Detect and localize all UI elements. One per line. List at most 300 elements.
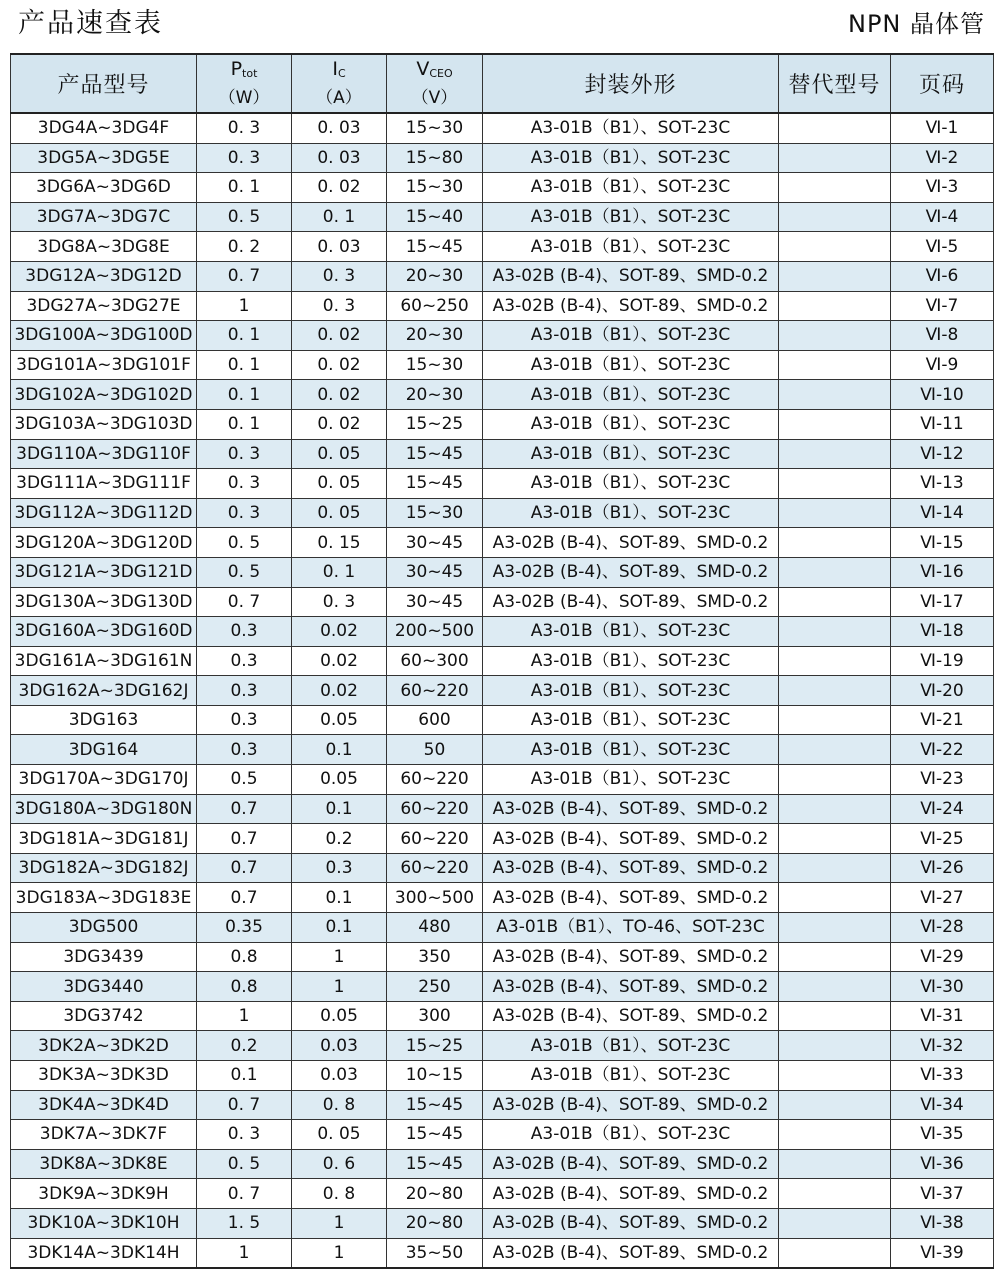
page-cell: Ⅵ-28 [891, 913, 994, 943]
header-row [11, 54, 994, 113]
vceo-cell: 15~45 [387, 439, 483, 469]
model-cell: 3DK8A~3DK8E [11, 1149, 197, 1179]
table-body [11, 113, 994, 1268]
page-cell: Ⅵ-34 [891, 1090, 994, 1120]
replacement-cell [779, 321, 891, 351]
ic-cell: 0. 02 [292, 350, 387, 380]
col-package: 封装外形 [483, 54, 779, 113]
ic-cell: 0. 02 [292, 380, 387, 410]
package-cell: A3-02B (B-4)、SOT-89、SMD-0.2 [483, 883, 779, 913]
ic-cell: 0. 8 [292, 1179, 387, 1209]
ic-cell: 0.02 [292, 617, 387, 647]
ic-unit: （A） [316, 88, 362, 108]
vceo-cell: 15~30 [387, 173, 483, 203]
page-cell: Ⅵ-37 [891, 1179, 994, 1209]
ic-cell: 0.03 [292, 1061, 387, 1091]
page-cell: Ⅵ-23 [891, 765, 994, 795]
package-cell: A3-02B (B-4)、SOT-89、SMD-0.2 [483, 1090, 779, 1120]
replacement-cell [779, 261, 891, 291]
model-cell: 3DK3A~3DK3D [11, 1061, 197, 1091]
vceo-cell: 15~45 [387, 1120, 483, 1150]
page-cell: Ⅵ-4 [891, 202, 994, 232]
ptot-cell: 0.3 [197, 646, 292, 676]
replacement-cell [779, 439, 891, 469]
model-cell: 3DG12A~3DG12D [11, 261, 197, 291]
ptot-cell: 0. 3 [197, 498, 292, 528]
ic-cell: 0. 3 [292, 261, 387, 291]
package-cell: A3-01B（B1）、SOT-23C [483, 439, 779, 469]
vceo-cell: 300 [387, 1001, 483, 1031]
vceo-cell: 30~45 [387, 587, 483, 617]
ptot-cell: 1. 5 [197, 1208, 292, 1238]
replacement-cell [779, 794, 891, 824]
table-row [11, 557, 994, 587]
page-cell: Ⅵ-6 [891, 261, 994, 291]
ptot-symbol: P [230, 58, 243, 80]
replacement-cell [779, 942, 891, 972]
vceo-subscript: CEO [429, 67, 453, 80]
ic-cell: 0. 15 [292, 528, 387, 558]
replacement-cell [779, 173, 891, 203]
model-cell: 3DG8A~3DG8E [11, 232, 197, 262]
replacement-cell [779, 765, 891, 795]
ic-cell: 0. 05 [292, 469, 387, 499]
model-cell: 3DG101A~3DG101F [11, 350, 197, 380]
vceo-unit: （V） [411, 88, 458, 108]
table-row [11, 261, 994, 291]
replacement-cell [779, 202, 891, 232]
replacement-cell [779, 1179, 891, 1209]
table-row [11, 439, 994, 469]
vceo-cell: 300~500 [387, 883, 483, 913]
table-row [11, 202, 994, 232]
replacement-cell [779, 1061, 891, 1091]
vceo-cell: 15~45 [387, 1149, 483, 1179]
ptot-cell: 1 [197, 1001, 292, 1031]
page-cell: Ⅵ-29 [891, 942, 994, 972]
model-cell: 3DG500 [11, 913, 197, 943]
replacement-cell [779, 972, 891, 1002]
table-row [11, 321, 994, 351]
model-cell: 3DG164 [11, 735, 197, 765]
ic-cell: 1 [292, 1238, 387, 1268]
model-cell: 3DG130A~3DG130D [11, 587, 197, 617]
ic-cell: 0.2 [292, 824, 387, 854]
replacement-cell [779, 913, 891, 943]
page-cell: Ⅵ-13 [891, 469, 994, 499]
page-title: 产品速查表 [18, 8, 163, 39]
vceo-cell: 15~45 [387, 1090, 483, 1120]
ptot-cell: 0. 3 [197, 469, 292, 499]
package-cell: A3-01B（B1）、SOT-23C [483, 617, 779, 647]
replacement-cell [779, 469, 891, 499]
col-ptot [197, 54, 292, 113]
ptot-cell: 0. 5 [197, 1149, 292, 1179]
package-cell: A3-01B（B1）、SOT-23C [483, 1061, 779, 1091]
table-row [11, 528, 994, 558]
col-page: 页码 [891, 54, 994, 113]
ptot-cell: 0. 2 [197, 232, 292, 262]
replacement-cell [779, 1001, 891, 1031]
package-cell: A3-01B（B1）、SOT-23C [483, 765, 779, 795]
ic-cell: 1 [292, 942, 387, 972]
ic-cell: 0. 1 [292, 202, 387, 232]
model-cell: 3DG181A~3DG181J [11, 824, 197, 854]
package-cell: A3-02B (B-4)、SOT-89、SMD-0.2 [483, 824, 779, 854]
vceo-cell: 15~30 [387, 498, 483, 528]
ic-cell: 1 [292, 972, 387, 1002]
page-cell: Ⅵ-21 [891, 705, 994, 735]
package-cell: A3-01B（B1）、SOT-23C [483, 1031, 779, 1061]
package-cell: A3-02B (B-4)、SOT-89、SMD-0.2 [483, 587, 779, 617]
ptot-cell: 0.7 [197, 824, 292, 854]
vceo-cell: 250 [387, 972, 483, 1002]
ic-cell: 0.1 [292, 735, 387, 765]
package-cell: A3-02B (B-4)、SOT-89、SMD-0.2 [483, 291, 779, 321]
replacement-cell [779, 113, 891, 143]
package-cell: A3-01B（B1）、SOT-23C [483, 469, 779, 499]
vceo-cell: 20~30 [387, 380, 483, 410]
table-row [11, 291, 994, 321]
ic-cell: 0. 3 [292, 587, 387, 617]
replacement-cell [779, 587, 891, 617]
ptot-cell: 0. 1 [197, 409, 292, 439]
vceo-cell: 30~45 [387, 557, 483, 587]
replacement-cell [779, 498, 891, 528]
ptot-cell: 0. 5 [197, 528, 292, 558]
page-cell: Ⅵ-5 [891, 232, 994, 262]
table-row [11, 1120, 994, 1150]
ptot-cell: 0. 3 [197, 143, 292, 173]
page-cell: Ⅵ-3 [891, 173, 994, 203]
package-cell: A3-01B（B1）、SOT-23C [483, 143, 779, 173]
ptot-cell: 0.3 [197, 676, 292, 706]
package-cell: A3-01B（B1）、SOT-23C [483, 646, 779, 676]
package-cell: A3-01B（B1）、SOT-23C [483, 380, 779, 410]
package-cell: A3-02B (B-4)、SOT-89、SMD-0.2 [483, 1238, 779, 1268]
vceo-cell: 15~40 [387, 202, 483, 232]
model-cell: 3DG112A~3DG112D [11, 498, 197, 528]
replacement-cell [779, 735, 891, 765]
vceo-cell: 60~300 [387, 646, 483, 676]
ic-cell: 0. 05 [292, 498, 387, 528]
page-cell: Ⅵ-18 [891, 617, 994, 647]
replacement-cell [779, 409, 891, 439]
ic-cell: 0.3 [292, 853, 387, 883]
table-row [11, 232, 994, 262]
model-cell: 3DG3742 [11, 1001, 197, 1031]
ic-cell: 0. 05 [292, 439, 387, 469]
ic-cell: 0. 8 [292, 1090, 387, 1120]
page-cell: Ⅵ-36 [891, 1149, 994, 1179]
col-ic [292, 54, 387, 113]
ptot-cell: 1 [197, 291, 292, 321]
table-row [11, 972, 994, 1002]
table-row [11, 646, 994, 676]
table-row [11, 1061, 994, 1091]
ic-cell: 0. 03 [292, 232, 387, 262]
replacement-cell [779, 824, 891, 854]
package-cell: A3-01B（B1）、SOT-23C [483, 1120, 779, 1150]
ptot-cell: 0. 1 [197, 380, 292, 410]
page-cell: Ⅵ-35 [891, 1120, 994, 1150]
model-cell: 3DK14A~3DK14H [11, 1238, 197, 1268]
package-cell: A3-01B（B1）、SOT-23C [483, 676, 779, 706]
package-cell: A3-01B（B1）、SOT-23C [483, 113, 779, 143]
vceo-cell: 15~45 [387, 232, 483, 262]
package-cell: A3-01B（B1）、SOT-23C [483, 498, 779, 528]
model-cell: 3DG3439 [11, 942, 197, 972]
table-row [11, 587, 994, 617]
ptot-unit: （W） [218, 88, 270, 108]
ic-cell: 1 [292, 1208, 387, 1238]
package-cell: A3-02B (B-4)、SOT-89、SMD-0.2 [483, 1208, 779, 1238]
table-row [11, 735, 994, 765]
table-row [11, 143, 994, 173]
col-replacement: 替代型号 [779, 54, 891, 113]
model-cell: 3DG6A~3DG6D [11, 173, 197, 203]
table-row [11, 1031, 994, 1061]
ic-cell: 0. 1 [292, 557, 387, 587]
vceo-cell: 15~25 [387, 409, 483, 439]
vceo-cell: 50 [387, 735, 483, 765]
vceo-cell: 15~30 [387, 113, 483, 143]
table-row [11, 173, 994, 203]
model-cell: 3DG180A~3DG180N [11, 794, 197, 824]
package-cell: A3-01B（B1）、SOT-23C [483, 202, 779, 232]
page-cell: Ⅵ-33 [891, 1061, 994, 1091]
vceo-cell: 10~15 [387, 1061, 483, 1091]
table-row [11, 883, 994, 913]
table-row [11, 942, 994, 972]
vceo-cell: 350 [387, 942, 483, 972]
model-cell: 3DG160A~3DG160D [11, 617, 197, 647]
ic-cell: 0. 6 [292, 1149, 387, 1179]
ic-cell: 0.1 [292, 913, 387, 943]
vceo-cell: 200~500 [387, 617, 483, 647]
vceo-cell: 20~30 [387, 321, 483, 351]
ptot-cell: 0.2 [197, 1031, 292, 1061]
table-row [11, 469, 994, 499]
ptot-subscript: tot [242, 67, 258, 80]
ic-cell: 0.02 [292, 676, 387, 706]
table-row [11, 765, 994, 795]
page-cell: Ⅵ-12 [891, 439, 994, 469]
ptot-cell: 0. 3 [197, 1120, 292, 1150]
page-cell: Ⅵ-10 [891, 380, 994, 410]
product-table [10, 53, 994, 1269]
package-cell: A3-02B (B-4)、SOT-89、SMD-0.2 [483, 972, 779, 1002]
ic-cell: 0.05 [292, 1001, 387, 1031]
model-cell: 3DG111A~3DG111F [11, 469, 197, 499]
table-row [11, 409, 994, 439]
page-cell: Ⅵ-7 [891, 291, 994, 321]
table-row [11, 794, 994, 824]
model-cell: 3DG110A~3DG110F [11, 439, 197, 469]
vceo-cell: 60~220 [387, 676, 483, 706]
table-row [11, 498, 994, 528]
vceo-cell: 15~25 [387, 1031, 483, 1061]
page-cell: Ⅵ-27 [891, 883, 994, 913]
model-cell: 3DG170A~3DG170J [11, 765, 197, 795]
replacement-cell [779, 291, 891, 321]
page-cell: Ⅵ-15 [891, 528, 994, 558]
vceo-cell: 15~30 [387, 350, 483, 380]
model-cell: 3DG5A~3DG5E [11, 143, 197, 173]
package-cell: A3-02B (B-4)、SOT-89、SMD-0.2 [483, 557, 779, 587]
ic-symbol: I [332, 58, 338, 80]
replacement-cell [779, 676, 891, 706]
model-cell: 3DK4A~3DK4D [11, 1090, 197, 1120]
page-cell: Ⅵ-26 [891, 853, 994, 883]
model-cell: 3DG100A~3DG100D [11, 321, 197, 351]
replacement-cell [779, 1090, 891, 1120]
ic-cell: 0.05 [292, 765, 387, 795]
table-row [11, 617, 994, 647]
page-cell: Ⅵ-14 [891, 498, 994, 528]
page-cell: Ⅵ-39 [891, 1238, 994, 1268]
ptot-cell: 0.7 [197, 853, 292, 883]
model-cell: 3DG162A~3DG162J [11, 676, 197, 706]
ic-cell: 0.1 [292, 883, 387, 913]
page-cell: Ⅵ-2 [891, 143, 994, 173]
ptot-cell: 0.3 [197, 617, 292, 647]
ptot-cell: 0. 7 [197, 1179, 292, 1209]
page-cell: Ⅵ-9 [891, 350, 994, 380]
table-row [11, 1179, 994, 1209]
model-cell: 3DG120A~3DG120D [11, 528, 197, 558]
model-cell: 3DG4A~3DG4F [11, 113, 197, 143]
ptot-cell: 0. 3 [197, 113, 292, 143]
table-row [11, 676, 994, 706]
replacement-cell [779, 143, 891, 173]
table-row [11, 824, 994, 854]
model-cell: 3DG103A~3DG103D [11, 409, 197, 439]
replacement-cell [779, 883, 891, 913]
table-row [11, 1090, 994, 1120]
ic-cell: 0. 02 [292, 321, 387, 351]
replacement-cell [779, 1208, 891, 1238]
page-cell: Ⅵ-31 [891, 1001, 994, 1031]
vceo-cell: 20~30 [387, 261, 483, 291]
model-cell: 3DK2A~3DK2D [11, 1031, 197, 1061]
model-cell: 3DG161A~3DG161N [11, 646, 197, 676]
package-cell: A3-01B（B1）、TO-46、SOT-23C [483, 913, 779, 943]
table-row [11, 853, 994, 883]
package-cell: A3-01B（B1）、SOT-23C [483, 232, 779, 262]
table-row [11, 1149, 994, 1179]
ptot-cell: 0. 1 [197, 321, 292, 351]
replacement-cell [779, 1149, 891, 1179]
ptot-cell: 0.8 [197, 942, 292, 972]
ptot-cell: 0.35 [197, 913, 292, 943]
package-cell: A3-02B (B-4)、SOT-89、SMD-0.2 [483, 853, 779, 883]
model-cell: 3DK10A~3DK10H [11, 1208, 197, 1238]
page-cell: Ⅵ-32 [891, 1031, 994, 1061]
replacement-cell [779, 528, 891, 558]
replacement-cell [779, 617, 891, 647]
col-vceo [387, 54, 483, 113]
package-cell: A3-01B（B1）、SOT-23C [483, 735, 779, 765]
package-cell: A3-01B（B1）、SOT-23C [483, 173, 779, 203]
replacement-cell [779, 380, 891, 410]
ptot-cell: 0. 1 [197, 173, 292, 203]
package-cell: A3-02B (B-4)、SOT-89、SMD-0.2 [483, 1149, 779, 1179]
vceo-cell: 35~50 [387, 1238, 483, 1268]
table-row [11, 1238, 994, 1268]
ic-cell: 0. 02 [292, 409, 387, 439]
ic-cell: 0.03 [292, 1031, 387, 1061]
table-row [11, 350, 994, 380]
ptot-cell: 1 [197, 1238, 292, 1268]
model-cell: 3DG102A~3DG102D [11, 380, 197, 410]
table-row [11, 1208, 994, 1238]
replacement-cell [779, 350, 891, 380]
vceo-cell: 60~220 [387, 794, 483, 824]
package-cell: A3-02B (B-4)、SOT-89、SMD-0.2 [483, 794, 779, 824]
vceo-cell: 15~45 [387, 469, 483, 499]
vceo-cell: 60~220 [387, 824, 483, 854]
model-cell: 3DG163 [11, 705, 197, 735]
ic-cell: 0.1 [292, 794, 387, 824]
ic-cell: 0. 05 [292, 1120, 387, 1150]
table-row [11, 705, 994, 735]
ptot-cell: 0. 7 [197, 1090, 292, 1120]
table-row [11, 380, 994, 410]
vceo-cell: 600 [387, 705, 483, 735]
replacement-cell [779, 1031, 891, 1061]
vceo-cell: 30~45 [387, 528, 483, 558]
ptot-cell: 0.1 [197, 1061, 292, 1091]
page-cell: Ⅵ-17 [891, 587, 994, 617]
page-cell: Ⅵ-38 [891, 1208, 994, 1238]
page-cell: Ⅵ-19 [891, 646, 994, 676]
model-cell: 3DG182A~3DG182J [11, 853, 197, 883]
package-cell: A3-01B（B1）、SOT-23C [483, 409, 779, 439]
page-cell: Ⅵ-22 [891, 735, 994, 765]
package-cell: A3-02B (B-4)、SOT-89、SMD-0.2 [483, 942, 779, 972]
ic-cell: 0. 02 [292, 173, 387, 203]
page-cell: Ⅵ-30 [891, 972, 994, 1002]
model-cell: 3DG183A~3DG183E [11, 883, 197, 913]
ptot-cell: 0.3 [197, 735, 292, 765]
vceo-cell: 60~220 [387, 853, 483, 883]
ptot-cell: 0. 7 [197, 261, 292, 291]
page-cell: Ⅵ-1 [891, 113, 994, 143]
ic-cell: 0. 03 [292, 143, 387, 173]
model-cell: 3DG121A~3DG121D [11, 557, 197, 587]
vceo-cell: 20~80 [387, 1179, 483, 1209]
replacement-cell [779, 232, 891, 262]
page-cell: Ⅵ-20 [891, 676, 994, 706]
page-cell: Ⅵ-24 [891, 794, 994, 824]
page-cell: Ⅵ-16 [891, 557, 994, 587]
col-model: 产品型号 [11, 54, 197, 113]
page-cell: Ⅵ-11 [891, 409, 994, 439]
category-label: NPN 晶体管 [847, 10, 985, 38]
model-cell: 3DG3440 [11, 972, 197, 1002]
model-cell: 3DK9A~3DK9H [11, 1179, 197, 1209]
ptot-cell: 0. 5 [197, 557, 292, 587]
ptot-cell: 0.7 [197, 883, 292, 913]
ic-subscript: C [337, 67, 346, 80]
replacement-cell [779, 1238, 891, 1268]
package-cell: A3-01B（B1）、SOT-23C [483, 321, 779, 351]
replacement-cell [779, 705, 891, 735]
vceo-cell: 15~80 [387, 143, 483, 173]
vceo-symbol: V [416, 58, 430, 80]
ptot-cell: 0. 5 [197, 202, 292, 232]
